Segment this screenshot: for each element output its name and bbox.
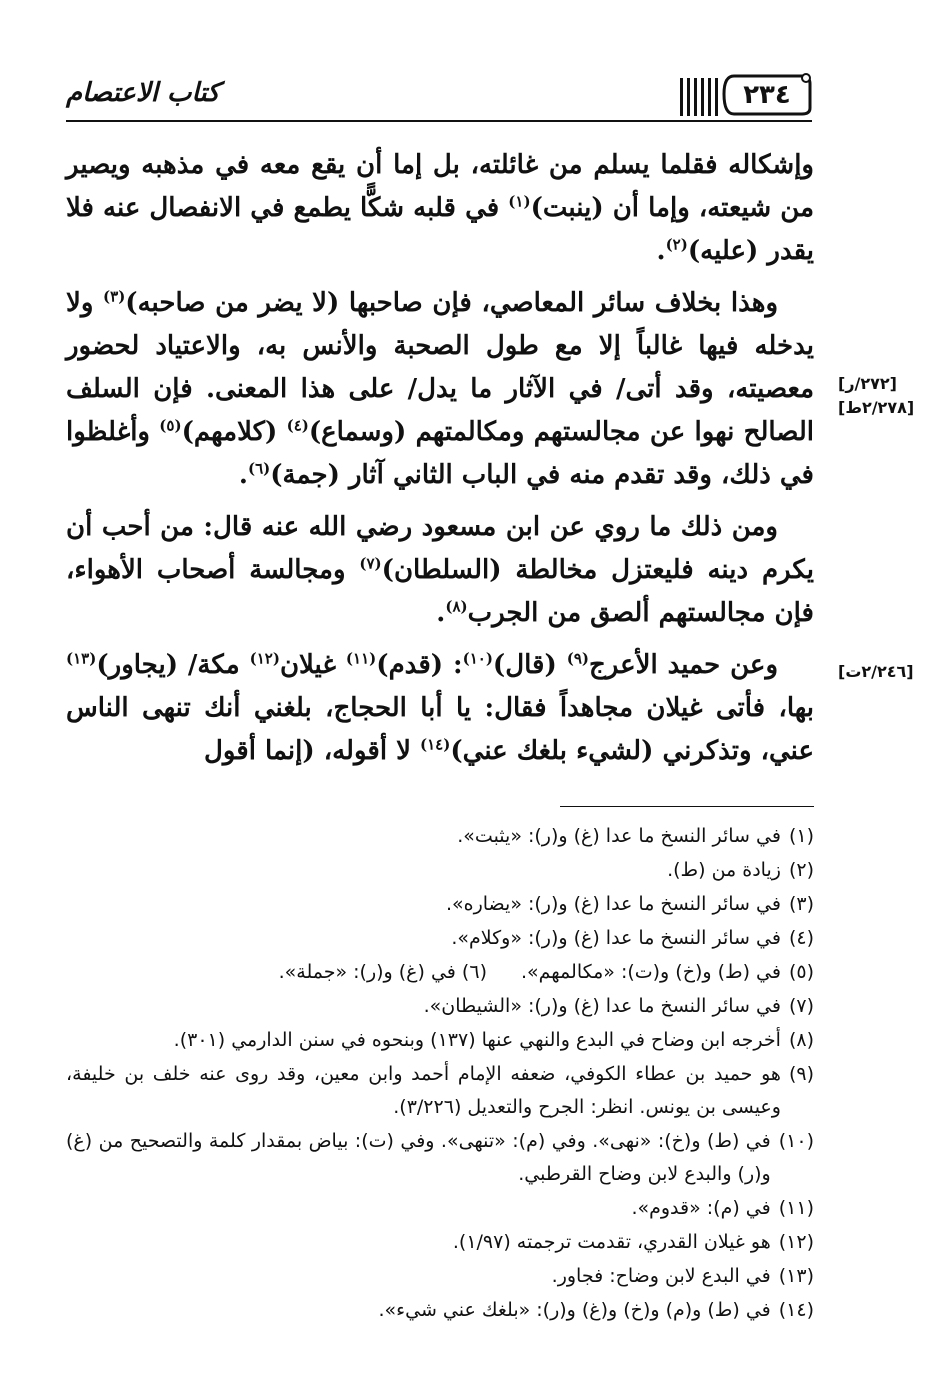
footnote [66, 820, 814, 853]
footnote-text-extra: (٦) في (غ) و(ر): «جملة». [278, 961, 487, 983]
footnote-number: (٤) [788, 927, 814, 949]
margin-note-ms-ta: [٢/٢٤٦ت] [838, 662, 914, 681]
footnote [66, 854, 814, 887]
text-run: . [656, 236, 666, 266]
footnote [66, 888, 814, 921]
footnote-text [66, 1192, 771, 1225]
footnote [66, 1260, 814, 1293]
footnote-marker[interactable]: (١) [508, 192, 531, 211]
footnote [66, 922, 814, 955]
footnote-text-main: في البدع لابن وضاح: فجاور. [551, 1265, 771, 1287]
footnote [66, 1294, 814, 1327]
footnote-text-main: في (ط) و(خ) و(ت): «مكالمهم». [520, 961, 781, 983]
main-text [66, 144, 814, 782]
text-run: . [238, 460, 248, 490]
text-run: . [436, 598, 446, 628]
footnote-separator [560, 806, 814, 807]
footnotes [66, 820, 814, 1328]
footnote [66, 1024, 814, 1057]
footnote-text-main: في (م): «قدوم». [631, 1197, 771, 1219]
text-run: غيلان [279, 650, 346, 680]
footnote-text-main: هو غيلان القدري، تقدمت ترجمته (١/٩٧). [452, 1231, 771, 1253]
text-run: (قال) [492, 650, 567, 680]
footnote-text [66, 1226, 771, 1259]
header-rule [66, 120, 812, 122]
footnote-text [66, 1294, 771, 1327]
footnote-text-main: في سائر النسخ ما عدا (غ) و(ر): «وكلام». [451, 927, 781, 949]
text-run: مكة/ (يجاور) [96, 650, 250, 680]
footnote-text-main: زيادة من (ط). [667, 859, 781, 881]
footnote-number: (٩) [788, 1063, 814, 1085]
footnote-marker[interactable]: (٢) [665, 235, 688, 254]
footnote-text [66, 956, 781, 989]
footnote-text-main: هو حميد بن عطاء الكوفي، ضعفه الإمام أحمد وابن معين، وقد روى عنه خلف بن خليفة، وعيسى بن يونس. انظر: الجرح والتعديل (٣/٢٢٦). [66, 1063, 781, 1118]
footnote-text [66, 922, 781, 955]
footnote-marker[interactable]: (٥) [159, 416, 182, 435]
footnote-text [66, 854, 781, 887]
text-run: (كلامهم) [181, 417, 287, 447]
text-run: ومن ذلك ما روي عن ابن مسعود رضي الله عنه قال: من أحب أن يكرم دينه فليعتزل مخالطة (السلطان) [66, 512, 814, 585]
footnote-text-main: في سائر النسخ ما عدا (غ) و(ر): «يضاره». [445, 893, 781, 915]
footnote-text [66, 1024, 781, 1057]
text-run: ومجالسة أصحاب الأهواء، فإن مجالستهم ألصق من الجرب [66, 555, 814, 628]
footnote-number: (٢) [788, 859, 814, 881]
footnote-number: (١) [788, 825, 814, 847]
text-run: ولا يدخله فيها غالباً إلا مع طول الصحبة والأنس به، والاعتياد لحضور معصيته، وقد أتى/ في الآثار ما يدل/ على هذا المعنى. فإن السلف الصالح نهوا عن مجالستهم ومكالمتهم (وسماع) [66, 288, 815, 447]
text-run: : (قدم) [376, 650, 463, 680]
footnote-text-main: في سائر النسخ ما عدا (غ) و(ر): «يثبت». [457, 825, 781, 847]
text-run: بها، فأتى غيلان مجاهداً فقال: يا أبا الحجاج، بلغني أنك تنهى الناس عني، وتذكرني (لشيء بلغك عني) [66, 693, 814, 766]
footnote [66, 1058, 814, 1124]
text-run: وأغلظوا في ذلك، وقد تقدم منه في الباب الثاني آثار (جمة) [66, 417, 814, 490]
paragraph [66, 144, 814, 273]
margin-note-ms-t: [٢/٢٧٨ط] [838, 398, 915, 417]
paragraph [66, 506, 814, 635]
footnote-number: (١٠) [778, 1130, 814, 1152]
footnote-marker[interactable]: (١٠) [462, 649, 493, 668]
page-header [66, 70, 812, 130]
footnote-number: (٥) [788, 961, 814, 983]
footnote-marker[interactable]: (٨) [445, 597, 468, 616]
page-number: ٢٣٤ [743, 80, 791, 110]
footnote-text [66, 1260, 771, 1293]
text-run: وإشكاله فقلما يسلم من غائلته، بل إما أن يقع معه في مذهبه ويصير من شيعته، وإما أن (ينبت) [66, 150, 814, 223]
footnote-text-main: في (ط) و(م) و(خ) و(غ) و(ر): «بلغك عني شيء». [378, 1299, 771, 1321]
footnote [66, 990, 814, 1023]
text-run: لا أقوله، (إنما أقول [203, 736, 420, 766]
paragraph [66, 282, 814, 497]
footnote [66, 956, 814, 989]
footnote-marker[interactable]: (١٤) [420, 735, 451, 754]
footnote-text-main: في (ط) و(خ): «نهى». وفي (م): «تنهى». وفي (ت): بياض بمقدار كلمة والتصحيح من (غ) و(ر) والبدع لابن وضاح القرطبي. [66, 1130, 771, 1185]
footnote-number: (٨) [788, 1029, 814, 1051]
footnote-marker[interactable]: (١١) [345, 649, 377, 668]
footnote-number: (٧) [788, 995, 814, 1017]
footnote-number: (١٢) [778, 1231, 814, 1253]
footnote [66, 1125, 814, 1191]
footnote-marker[interactable]: (٩) [566, 649, 589, 668]
footnote-text [66, 990, 781, 1023]
footnote-text-main: أخرجه ابن وضاح في البدع والنهي عنها (١٣٧) وبنحوه في سنن الدارمي (٣٠١). [173, 1029, 781, 1051]
footnote-number: (٣) [788, 893, 814, 915]
text-run: وعن حميد الأعرج [588, 650, 778, 680]
book-title: كتاب الاعتصام [66, 78, 220, 108]
footnote-marker[interactable]: (١٣) [66, 649, 97, 668]
footnote-text-main: في سائر النسخ ما عدا (غ) و(ر): «الشيطان». [423, 995, 781, 1017]
footnote [66, 1192, 814, 1225]
footnote-marker[interactable]: (٦) [247, 459, 271, 478]
footnote [66, 1226, 814, 1259]
margin-note-ms-r: [٢٧٢/ر] [838, 374, 897, 393]
footnote-text [66, 888, 781, 921]
footnote-number: (١٣) [778, 1265, 814, 1287]
footnote-number: (١٤) [778, 1299, 814, 1321]
footnote-text [66, 820, 781, 853]
footnote-text [66, 1058, 781, 1124]
header-ornament-stripes [680, 78, 720, 116]
footnote-number: (١١) [778, 1197, 814, 1219]
paragraph [66, 644, 814, 773]
text-run: وهذا بخلاف سائر المعاصي، فإن صاحبها (لا يضر من صاحبه) [125, 288, 779, 318]
text-run: في قلبه شكًّا يطمع في الانفصال عنه فلا يقدر (عليه) [66, 193, 814, 266]
footnote-marker[interactable]: (٣) [103, 287, 126, 306]
footnote-text [66, 1125, 771, 1191]
footnote-marker[interactable]: (٤) [286, 416, 309, 435]
footnote-marker[interactable]: (٧) [359, 554, 382, 573]
footnote-marker[interactable]: (١٢) [249, 649, 280, 668]
